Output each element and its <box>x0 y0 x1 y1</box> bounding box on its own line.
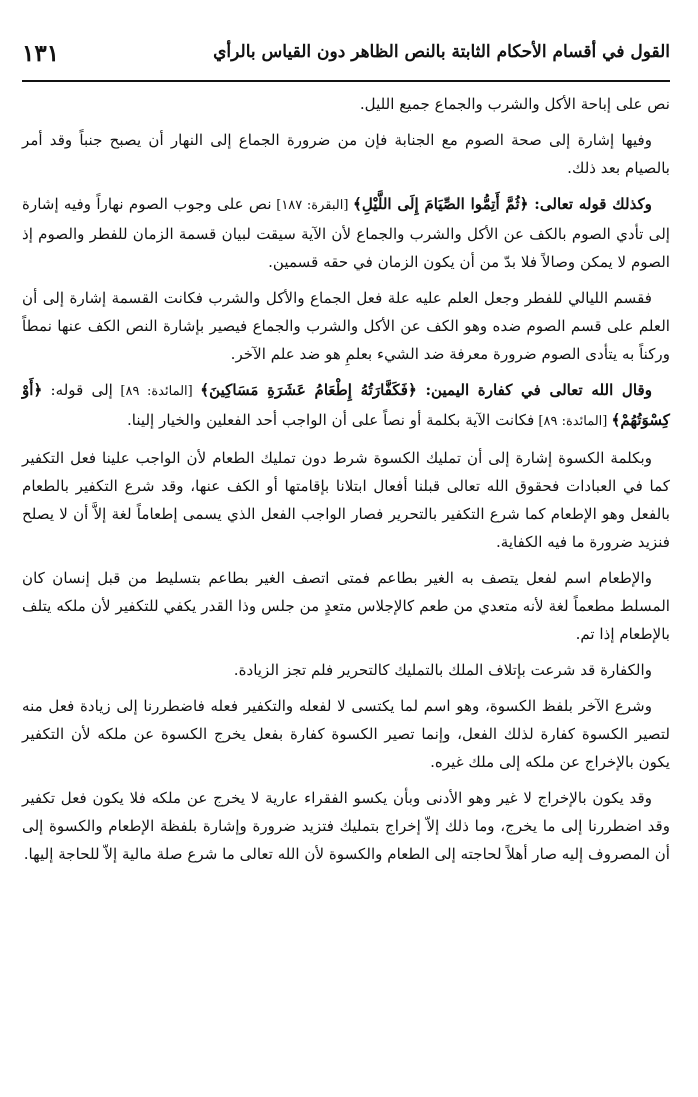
paragraph <box>22 90 670 118</box>
paragraph <box>22 444 670 556</box>
paragraph <box>22 284 670 368</box>
paragraph-text: والإطعام اسم لفعل يتصف به الغير بطاعم فمتى اتصف الغير بطاعم بتسليط من قبل إنسان كان المسلط مطعماً لغة لأنه متعدي من طعم كالإجلاس متعدٍ من جلس وذا القدر يكفي للتكفير لأن ملكه يتلف بالإطعام إذا تم. <box>22 569 670 643</box>
paragraph <box>22 126 670 182</box>
quran-verse: ﴿فَكَفَّارَتُهُ إِطْعَامُ عَشَرَةِ مَسَاكِينَ﴾ <box>200 381 417 399</box>
paragraph <box>22 784 670 868</box>
paragraph-text: والكفارة قد شرعت بإتلاف الملك بالتمليك كالتحرير فلم تجز الزيادة. <box>233 661 652 679</box>
page-number: ١٣١ <box>22 40 60 67</box>
paragraph <box>22 564 670 648</box>
paragraph-text: فكانت الآية بكلمة أو نصاً على أن الواجب أحد الفعلين والخيار إلينا. <box>126 411 535 429</box>
paragraph-lead: وقال الله تعالى في كفارة اليمين: <box>416 381 652 399</box>
verse-reference: [المائدة: ٨٩] <box>112 384 201 399</box>
paragraph <box>22 692 670 776</box>
paragraph-text: وشرع الآخر بلفظ الكسوة، وهو اسم لما يكتسى لا لفعله والتكفير فعله فاضطررنا إلى زيادة فعل منه لتصير الكسوة كفارة لذلك الفعل، وإنما تصير الكسوة كفارة بفعل يخرج الكسوة عن ملكه لأن التكفير يكون بالإخراج عن ملكه إلى ملك غيره. <box>22 697 670 771</box>
body-text <box>22 90 670 876</box>
page-header <box>22 40 670 82</box>
quran-verse: ﴿أَوْ كِسْوَتُهُمْ﴾ <box>22 381 670 429</box>
verse-reference: [البقرة: ١٨٧] <box>271 198 353 213</box>
paragraph-text: وفيها إشارة إلى صحة الصوم مع الجنابة فإن من ضرورة الجماع إلى النهار أن يصبح جنباً وقد أمر بالصيام بعد ذلك. <box>22 131 670 177</box>
paragraph-lead: وكذلك قوله تعالى: <box>528 195 652 213</box>
paragraph-text: إلى قوله: <box>42 381 113 399</box>
paragraph <box>22 656 670 684</box>
paragraph <box>22 376 670 436</box>
paragraph-text: نص على وجوب الصوم نهاراً وفيه إشارة إلى تأدي الصوم بالكف عن الأكل والشرب والجماع لأن الآية سيقت لبيان قسمة الزمان للفطر والصوم إذ الصوم لا يمكن وصالاً فلا بدّ من أن يكون الزمان في حقه قسمين. <box>22 195 670 271</box>
paragraph <box>22 190 670 276</box>
paragraph-text: وبكلمة الكسوة إشارة إلى أن تمليك الكسوة شرط دون تمليك الطعام لأن الواجب علينا فعل التكفير كما في العبادات فحقوق الله تعالى قبلنا أفعال ابتلانا بإقامتها أو الكف عنها، وقد شرع التكفير بالطعام بالفعل وهو الإطعام كما شرع التكفير بالتحرير فصار الواجب الفعل الذي يسمى إطعاماً لغة إلاَّ أن لا يصلح فنزيد ضرورة ما فيه الكفاية. <box>22 449 670 551</box>
paragraph-text: فقسم الليالي للفطر وجعل العلم عليه علة فعل الجماع والأكل والشرب فكانت القسمة إشارة إلى أن العلم على قسم الصوم ضده وهو الكف عن الأكل والشرب والجماع فيصير بإشارة النص الكف عنها نمطاً وركناً به يتأدى الصوم ضرورة معرفة ضد الشيء بعلمِ هو ضد علم الآخر. <box>22 289 670 363</box>
verse-reference: [المائدة: ٨٩] <box>534 414 612 429</box>
quran-verse: ﴿ثُمَّ أَتِمُّوا الصِّيَامَ إِلَى اللَّيْلِ﴾ <box>353 195 529 213</box>
running-title: القول في أقسام الأحكام الثابتة بالنص الظاهر دون القياس بالرأي <box>213 42 670 62</box>
paragraph-text: نص على إباحة الأكل والشرب والجماع جميع الليل. <box>359 95 670 113</box>
paragraph-text: وقد يكون بالإخراج لا غير وهو الأدنى وبأن يكسو الفقراء عارية لا يخرج عن ملكه فلا يكون فعل تكفير وقد اضطررنا إلى ما يخرج، وما ذلك إلاّ إخراج بتمليك فتزيد ضرورة وإشارة بلفظة الإطعام والكسوة إلى أن المصروف إليه صار أهلاً لحاجته إلى الطعام والكسوة لأن الله تعالى ما شرع صلة مالية إلاّ للحاجة إليها. <box>22 789 670 863</box>
